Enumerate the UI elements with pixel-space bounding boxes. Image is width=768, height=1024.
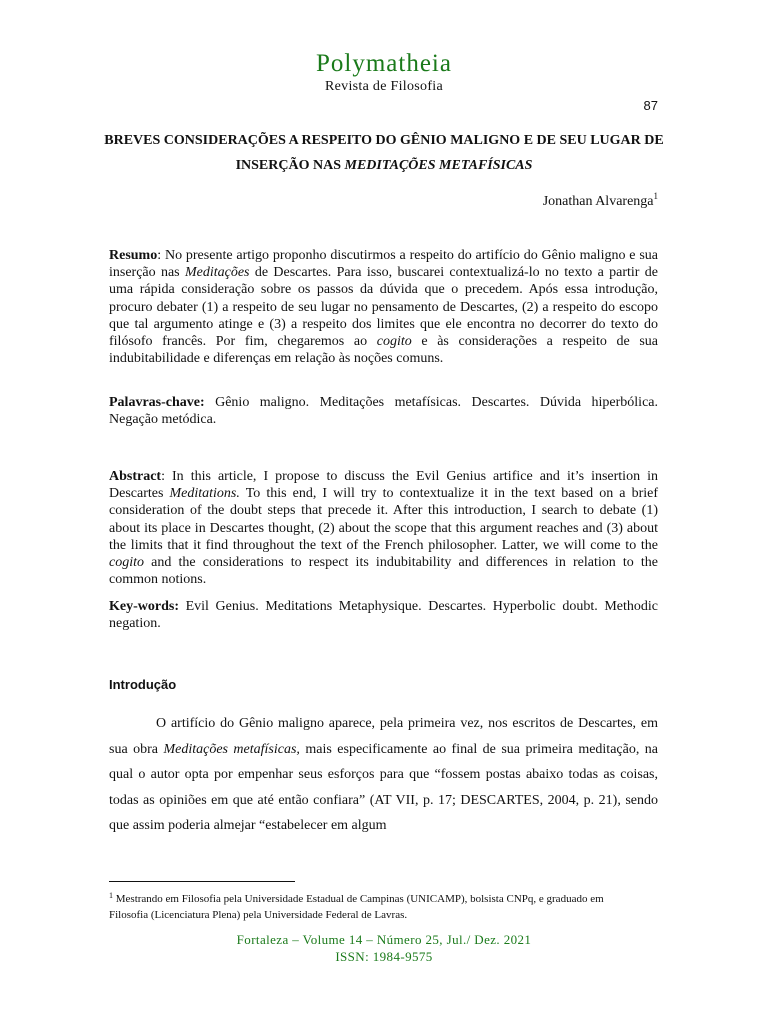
palavras-chave-text: Gênio maligno. Meditações metafísicas. Descartes. Dúvida hiperbólica. Negação metódica.	[109, 395, 658, 428]
keywords-label: Key-words:	[109, 599, 179, 614]
author-name	[543, 191, 658, 210]
resumo-text-3: e às considerações a respeito de sua indubitabilidade e diferenças em relação às noções comuns.	[109, 334, 658, 367]
abstract-text-3: and the considerations to respect its indubitability and differences in relation to the common notions.	[109, 555, 658, 588]
page-footer	[0, 931, 768, 965]
palavras-chave-label: Palavras-chave:	[109, 395, 205, 410]
intro-text-2: mais especificamente ao final de sua primeira meditação, na qual o autor opta por empenhar seus esforços para que “fossem postas abaixo todas as coisas, todas as opiniões em que até então confiara” (AT VII, p. 17; DESCARTES, 2004, p. 21), sendo que assim poderia almejar “estabelecer em algum	[109, 741, 659, 833]
journal-title: Polymatheia	[316, 50, 452, 77]
abstract-paragraph	[109, 468, 658, 588]
resumo-paragraph	[109, 247, 658, 367]
author-text: Jonathan Alvarenga	[542, 194, 654, 209]
keywords-paragraph	[109, 598, 658, 632]
article-title-italic: MEDITAÇÕES METAFÍSICAS	[344, 158, 533, 173]
article-title	[100, 128, 668, 178]
footnote-1	[109, 888, 629, 923]
footer-issue-line: Fortaleza – Volume 14 – Número 25, Jul./ Dez. 2021	[236, 932, 532, 947]
introducao-paragraph	[109, 711, 658, 839]
resumo-italic-2: cogito	[376, 334, 412, 350]
abstract-italic-1: Meditations.	[169, 486, 240, 502]
author-footnote-mark[interactable]: 1	[653, 191, 658, 201]
intro-italic: Meditações metafísicas,	[163, 741, 300, 757]
footnote-text: Mestrando em Filosofia pela Universidade Estadual de Campinas (UNICAMP), bolsista CNPq, e graduado em Filosofia (Licenciatura Plena) pela Universidade Federal de Lavras.	[109, 893, 604, 921]
abstract-italic-2: cogito	[109, 555, 144, 571]
resumo-text-2: de Descartes. Para isso, buscarei contextualizá-lo no texto a partir de uma rápida consideração sobre os passos da dúvida que o precedem. Após essa introdução, procuro debater (1) a respeito de seu lugar no pensamento de Descartes, (2) a respeito do escopo que tal argumento atinge e (3) a respeito dos limites que ele encontra no decorrer do texto do filósofo francês. Por fim, chegaremos ao	[109, 265, 658, 350]
intro-text-1: O artifício do Gênio maligno aparece, pela primeira vez, nos escritos de Descartes, em sua obra	[109, 716, 658, 757]
footnote-mark: 1	[109, 891, 113, 900]
abstract-label: Abstract	[109, 469, 162, 484]
page-number: 87	[643, 98, 658, 113]
section-heading-introducao: Introdução	[109, 677, 177, 692]
abstract-text-1: : In this article, I propose to discuss the Evil Genius artifice and it’s insertion in Descartes	[109, 469, 658, 502]
palavras-chave-paragraph	[109, 394, 658, 428]
abstract-text-2: To this end, I will try to contextualize it in the text based on a brief consideration of the doubt steps that precede it. After this introduction, I search to debate (1) about its place in Descartes thought, (2) about the scope that this argument reaches and (3) about the limits that it find throughout the text of the French philosopher. Latter, we will come to the	[109, 486, 658, 553]
keywords-text: Evil Genius. Meditations Metaphysique. Descartes. Hyperbolic doubt. Methodic negation.	[109, 599, 658, 632]
article-title-text: BREVES CONSIDERAÇÕES A RESPEITO DO GÊNIO MALIGNO E DE SEU LUGAR DE INSERÇÃO NAS	[104, 133, 664, 173]
footer-issn: ISSN: 1984-9575	[335, 949, 433, 964]
resumo-text-1: : No presente artigo proponho discutirmos a respeito do artifício do Gênio maligno e sua inserção nas	[109, 248, 658, 281]
resumo-label: Resumo	[109, 248, 158, 263]
resumo-italic-1: Meditações	[184, 265, 250, 281]
footnote-divider	[109, 881, 295, 882]
journal-subtitle: Revista de Filosofia	[325, 79, 443, 94]
